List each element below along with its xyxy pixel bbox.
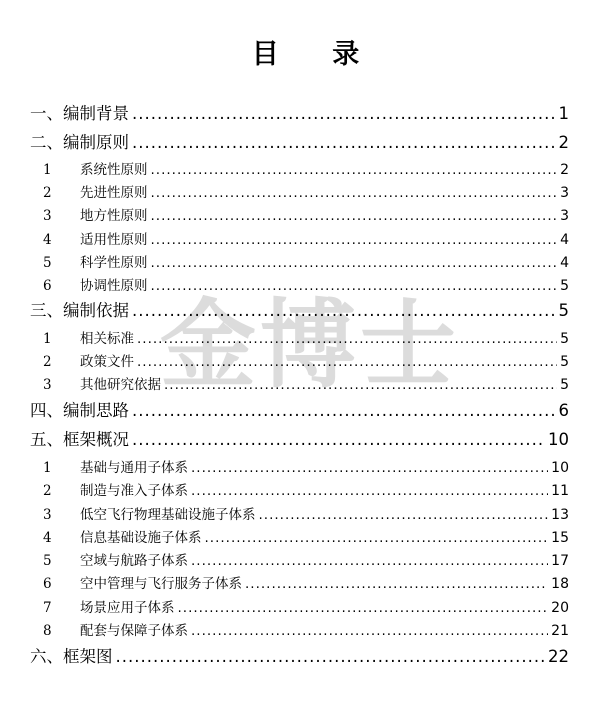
toc-entry-label: 政策文件 [80,354,134,370]
toc-entry-page-number: 2 [558,133,569,152]
toc-entry-page-number: 5 [560,354,569,370]
toc-entry-number: 二、 [30,133,63,152]
toc-entry-page-number: 5 [560,331,569,347]
toc-dot-leader [132,401,556,420]
toc-dot-leader [132,133,556,152]
toc-entry-page-number: 22 [548,647,569,666]
toc-entry[interactable] [43,549,569,569]
toc-entry-number: 4 [43,232,52,248]
toc-entry-number: 6 [43,278,52,294]
toc-entry[interactable] [43,503,569,523]
toc-entry-label: 空域与航路子体系 [80,553,188,569]
toc-dot-leader [259,507,549,523]
toc-entry[interactable] [30,297,569,321]
toc-entry-page-number: 2 [560,162,569,178]
toc-entry[interactable] [30,643,569,667]
toc-dot-leader [151,162,558,178]
toc-dot-leader [132,430,545,449]
toc-entry-number: 5 [43,553,52,569]
toc-entry-label: 协调性原则 [80,278,148,294]
toc-entry-page-number: 4 [560,255,569,271]
toc-entry-page-number: 10 [551,460,569,476]
toc-entry-page-number: 20 [551,600,569,616]
toc-dot-leader [178,600,549,616]
toc-entry-page-number: 4 [560,232,569,248]
toc-entry-page-number: 18 [551,576,569,592]
toc-entry-label: 配套与保障子体系 [80,623,188,639]
toc-entry[interactable] [30,397,569,421]
toc-entry-label: 制造与准入子体系 [80,483,188,499]
toc-entry-number: 1 [43,460,52,476]
toc-entry[interactable] [43,181,569,201]
toc-entry[interactable] [43,526,569,546]
toc-dot-leader [151,232,558,248]
toc-dot-leader [132,104,556,123]
toc-dot-leader [151,278,558,294]
toc-entry[interactable] [43,350,569,370]
toc-entry-number: 3 [43,377,52,393]
toc-entry-page-number: 3 [560,208,569,224]
toc-entry[interactable] [30,426,569,450]
toc-entry[interactable] [43,479,569,499]
toc-entry-number: 7 [43,600,52,616]
toc-entry-number: 四、 [30,401,63,420]
toc-dot-leader [151,185,558,201]
toc-entry-number: 2 [43,185,52,201]
toc-entry-label: 相关标准 [80,331,134,347]
toc-entry-label: 编制思路 [63,401,129,420]
toc-dot-leader [191,623,548,639]
toc-entry[interactable] [43,204,569,224]
toc-entry-number: 3 [43,208,52,224]
toc-entry-label: 编制原则 [63,133,129,152]
page-title: 目 录 [251,39,382,70]
toc-entry[interactable] [43,456,569,476]
toc-dot-leader [245,576,548,592]
toc-entry-page-number: 10 [548,430,569,449]
toc-dot-leader [191,553,548,569]
toc-dot-leader [132,301,556,320]
toc-entry-page-number: 15 [551,530,569,546]
toc-entry[interactable] [43,274,569,294]
toc-entry-number: 六、 [30,647,63,666]
toc-entry[interactable] [43,327,569,347]
watermark: 金博士 [160,289,460,401]
toc-entry-label: 空中管理与飞行服务子体系 [80,576,242,592]
toc-entry-label: 基础与通用子体系 [80,460,188,476]
toc-dot-leader [191,483,548,499]
toc-entry-number: 6 [43,576,52,592]
toc-dot-leader [116,647,546,666]
toc-entry-number: 2 [43,354,52,370]
toc-entry-label: 编制依据 [63,301,129,320]
toc-entry-page-number: 3 [560,185,569,201]
toc-entry-label: 科学性原则 [80,255,148,271]
toc-entry-number: 一、 [30,104,63,123]
toc-entry-page-number: 1 [558,104,569,123]
toc-dot-leader [205,530,549,546]
toc-entry[interactable] [43,373,569,393]
toc-entry-number: 1 [43,331,52,347]
toc-entry-page-number: 5 [560,278,569,294]
toc-entry-page-number: 11 [551,483,569,499]
toc-entry-number: 2 [43,483,52,499]
toc-entry-number: 5 [43,255,52,271]
toc-entry-page-number: 21 [551,623,569,639]
toc-entry-label: 框架概况 [63,430,129,449]
toc-entry[interactable] [30,129,569,153]
toc-entry-label: 低空飞行物理基础设施子体系 [80,507,256,523]
toc-entry-page-number: 13 [551,507,569,523]
toc-entry-number: 三、 [30,301,63,320]
toc-entry-number: 五、 [30,430,63,449]
toc-entry-number: 4 [43,530,52,546]
toc-dot-leader [151,255,558,271]
toc-entry[interactable] [30,100,569,124]
toc-entry-label: 先进性原则 [80,185,148,201]
toc-dot-leader [151,208,558,224]
toc-entry-label: 框架图 [63,647,113,666]
toc-entry-label: 场景应用子体系 [80,600,175,616]
toc-entry-page-number: 5 [558,301,569,320]
toc-dot-leader [164,377,557,393]
toc-entry[interactable] [43,158,569,178]
toc-dot-leader [137,331,557,347]
toc-entry[interactable] [43,596,569,616]
toc-entry-number: 8 [43,623,52,639]
toc-entry-label: 地方性原则 [80,208,148,224]
toc-entry-page-number: 5 [560,377,569,393]
toc-entry-page-number: 6 [558,401,569,420]
toc-entry[interactable] [43,251,569,271]
toc-entry-number: 3 [43,507,52,523]
toc-entry-page-number: 17 [551,553,569,569]
toc-dot-leader [191,460,548,476]
toc-entry[interactable] [43,228,569,248]
toc-dot-leader [137,354,557,370]
toc-entry[interactable] [43,572,569,592]
toc-entry-label: 其他研究依据 [80,377,161,393]
toc-entry-label: 系统性原则 [80,162,148,178]
toc-entry[interactable] [43,619,569,639]
toc-entry-number: 1 [43,162,52,178]
toc-entry-label: 编制背景 [63,104,129,123]
toc-entry-label: 适用性原则 [80,232,148,248]
toc-entry-label: 信息基础设施子体系 [80,530,202,546]
